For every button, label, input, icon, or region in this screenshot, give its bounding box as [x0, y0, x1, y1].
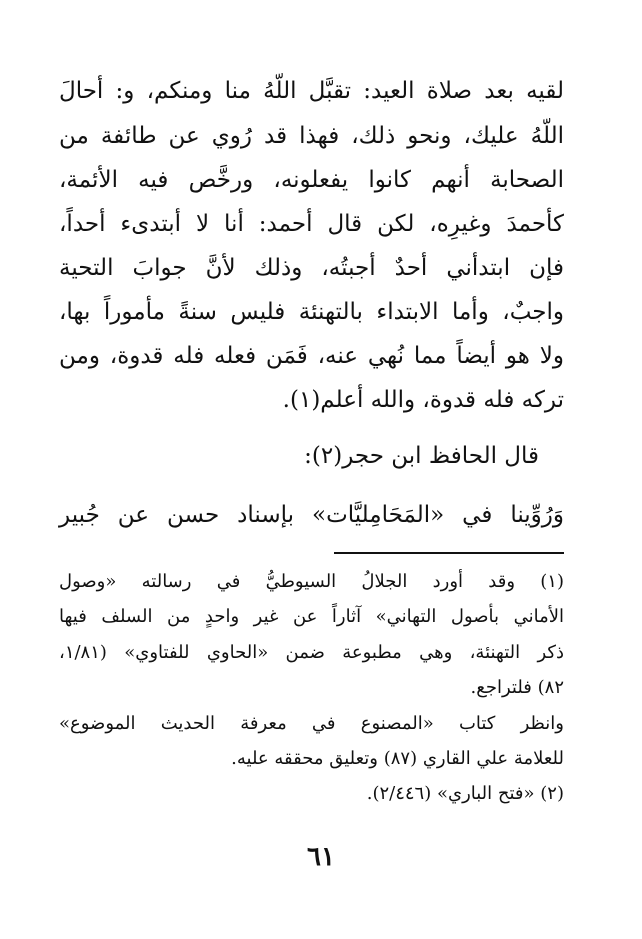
body-line-2: اللّهُ عليك، ونحو ذلك، فهذا قد رُوي عن طائفة من	[59, 123, 564, 149]
page-number: ٦١	[307, 842, 335, 872]
body-line-7: ولا هو أيضاً مما نُهي عنه، فَمَن فعله فله قدوة، ومن	[59, 343, 564, 369]
body-line-5: فإن ابتدأني أحدٌ أجبتُه، وذلك لأنَّ جوابَ التحية	[59, 255, 564, 281]
footnote-line-6: للعلامة علي القاري (٨٧) وتعليق محققه عليه.	[231, 748, 564, 769]
body-line-4: كأحمدَ وغيرِه، لكن قال أحمد: أنا لا أبتدىء أحداً،	[59, 211, 564, 237]
body-line-8: تركه فله قدوة، والله أعلم(١).	[282, 387, 564, 413]
footnote-line-2: الأماني بأصول التهاني» آثاراً عن غير واحدٍ من السلف فيها	[59, 606, 564, 627]
body-line-3: الصحابة أنهم كانوا يفعلونه، ورخَّص فيه الأئمة،	[59, 167, 564, 193]
footnote-line-7: (٢) «فتح الباري» (٢/٤٤٦).	[366, 783, 564, 804]
body-line-10: وَرُوِّينا في «المَحَامِليَّات» بإسناد حسن عن جُبير	[59, 502, 564, 528]
footnote-divider	[334, 552, 564, 554]
body-line-9: قال الحافظ ابن حجر(٢):	[304, 443, 539, 469]
footnote-line-5: وانظر كتاب «المصنوع في معرفة الحديث الموضوع»	[59, 713, 564, 734]
footnote-line-1: (١) وقد أورد الجلالُ السيوطيُّ في رسالته «وصول	[59, 571, 564, 592]
body-line-1: لقيه بعد صلاة العيد: تقبَّل اللّهُ منا ومنكم، و: أحالَ	[59, 78, 564, 104]
footnote-line-4: ٨٢) فلتراجع.	[470, 677, 564, 698]
footnote-line-3: ذكر التهنئة، وهي مطبوعة ضمن «الحاوي للفتاوي» (١/٨١،	[59, 642, 564, 663]
body-line-6: واجبٌ، وأما الابتداء بالتهنئة فليس سنةً مأموراً بها،	[59, 299, 564, 325]
